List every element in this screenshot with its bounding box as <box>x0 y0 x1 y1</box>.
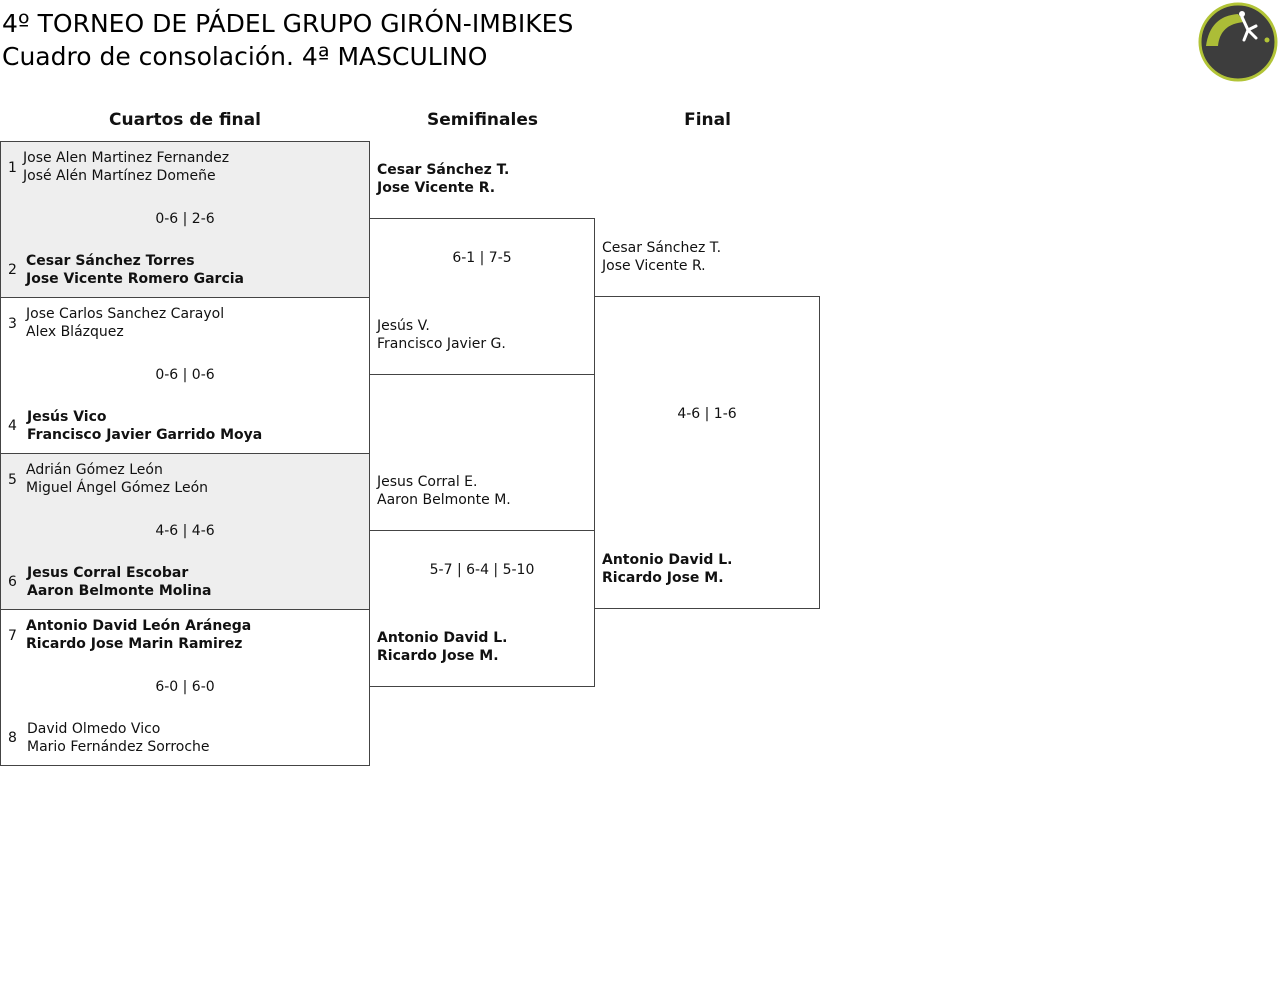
semifinal-2-top-team <box>377 473 511 509</box>
seed-number: 7 <box>8 628 17 644</box>
match-score: 0-6 | 2-6 <box>155 211 215 227</box>
padel-baza-logo <box>1198 2 1278 82</box>
player-name: Miguel Ángel Gómez León <box>26 480 209 496</box>
page-title: 4º TORNEO DE PÁDEL GRUPO GIRÓN-IMBIKES <box>2 9 574 38</box>
round-header-semifinals: Semifinales <box>427 110 538 130</box>
team-names <box>26 461 208 497</box>
player-name: Cesar Sánchez T. <box>602 240 722 256</box>
seed-number: 5 <box>8 472 17 488</box>
player-name: Antonio David L. <box>602 552 733 568</box>
semifinal-1-top-team <box>377 161 509 197</box>
player-name: Jose Alen Martinez Fernandez <box>23 150 230 166</box>
player-name: Aaron Belmonte Molina <box>27 583 212 599</box>
winning-team-names <box>27 408 262 444</box>
player-name: Jesús V. <box>377 318 430 334</box>
semifinal-match-2 <box>369 530 595 687</box>
player-name: Ricardo Jose M. <box>377 648 499 664</box>
seed-number: 4 <box>8 418 17 434</box>
match-score: 4-6 | 1-6 <box>677 406 737 422</box>
seed-number: 8 <box>8 730 17 746</box>
player-name: Jesus Corral E. <box>377 474 478 490</box>
player-name: Cesar Sánchez T. <box>377 162 510 178</box>
player-name: Mario Fernández Sorroche <box>27 739 210 755</box>
player-name: Jose Vicente R. <box>377 180 496 196</box>
player-name: Cesar Sánchez Torres <box>26 253 195 269</box>
quarterfinal-match-2 <box>0 297 370 454</box>
player-name: Antonio David León Aránega <box>26 618 252 634</box>
player-name: Francisco Javier G. <box>377 336 506 352</box>
match-score: 4-6 | 4-6 <box>155 523 215 539</box>
player-name: Jose Vicente R. <box>602 258 706 274</box>
player-name: Ricardo Jose Marin Ramirez <box>26 636 243 652</box>
team-names <box>26 305 224 341</box>
semifinal-match-1 <box>369 218 595 375</box>
team-names <box>23 149 229 185</box>
final-bottom-team <box>602 551 733 587</box>
player-name: Jose Carlos Sanchez Carayol <box>26 306 225 322</box>
quarterfinal-match-3 <box>0 453 370 610</box>
winning-team-names <box>27 564 211 600</box>
player-name: David Olmedo Vico <box>27 721 161 737</box>
match-score: 6-1 | 7-5 <box>452 250 512 266</box>
seed-number: 3 <box>8 316 17 332</box>
quarterfinal-match-4 <box>0 609 370 766</box>
player-name: Francisco Javier Garrido Moya <box>27 427 263 443</box>
page-subtitle: Cuadro de consolación. 4ª MASCULINO <box>2 42 488 71</box>
player-name: Jesus Corral Escobar <box>27 565 189 581</box>
player-name: Alex Blázquez <box>26 324 124 340</box>
semifinal-1-bottom-team <box>377 317 506 353</box>
seed-number: 1 <box>8 160 17 176</box>
team-names <box>27 720 210 756</box>
player-name: Ricardo Jose M. <box>602 570 724 586</box>
seed-number: 2 <box>8 262 17 278</box>
semifinal-2-bottom-team <box>377 629 508 665</box>
player-name: Aaron Belmonte M. <box>377 492 511 508</box>
match-score: 6-0 | 6-0 <box>155 679 215 695</box>
final-match <box>594 296 820 609</box>
round-header-final: Final <box>684 110 731 130</box>
player-name: Jesús Vico <box>27 409 107 425</box>
player-name: José Alén Martínez Domeñe <box>23 168 216 184</box>
winning-team-names <box>26 617 251 653</box>
player-name: Adrián Gómez León <box>26 462 163 478</box>
seed-number: 6 <box>8 574 17 590</box>
round-header-quarterfinals: Cuartos de final <box>109 110 261 130</box>
player-name: Jose Vicente Romero Garcia <box>26 271 245 287</box>
quarterfinal-match-1 <box>0 141 370 298</box>
player-name: Antonio David L. <box>377 630 508 646</box>
match-score: 5-7 | 6-4 | 5-10 <box>429 562 535 578</box>
final-top-team <box>602 239 721 275</box>
winning-team-names <box>26 252 244 288</box>
match-score: 0-6 | 0-6 <box>155 367 215 383</box>
